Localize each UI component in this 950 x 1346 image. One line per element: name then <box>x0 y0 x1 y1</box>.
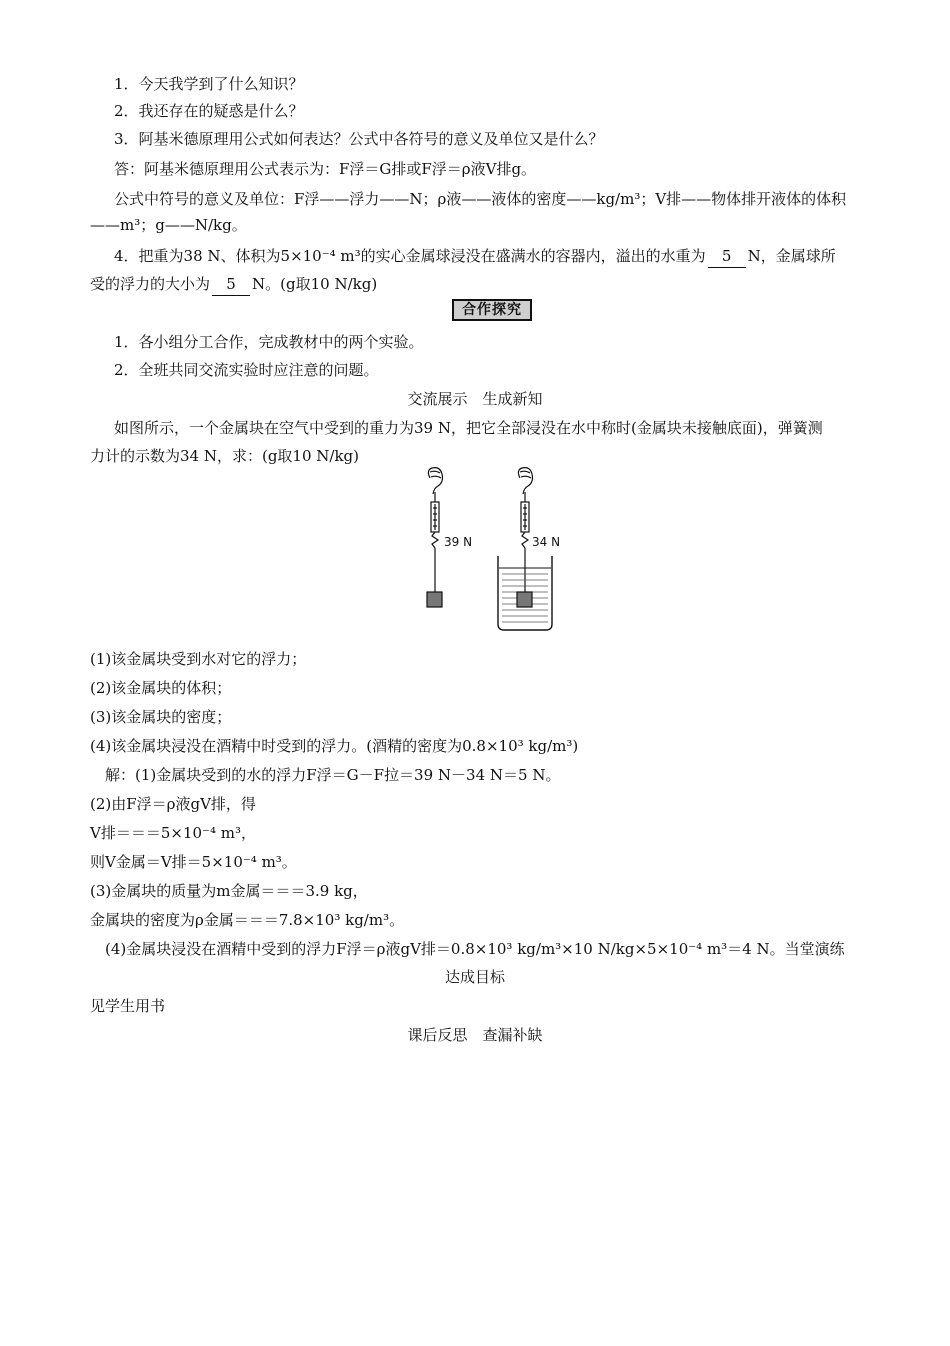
solution-part-3a: (3)金属块的质量为m金属＝＝＝3.9 kg， <box>90 882 368 900</box>
solution-part-3b: 金属块的密度为ρ金属＝＝＝7.8×10³ kg/m³。 <box>90 911 405 929</box>
coop-item-1: 1．各小组分工合作，完成教材中的两个实验。 <box>114 333 424 351</box>
q4-blank-overflow-weight: 5 <box>708 245 746 268</box>
review-question-2: 2．我还存在的疑惑是什么？ <box>114 102 304 120</box>
review-question-1: 1．今天我学到了什么知识？ <box>114 75 304 93</box>
review-question-4-line-2 <box>90 273 377 296</box>
review-question-3: 3．阿基米德原理用公式如何表达？公式中各符号的意义及单位又是什么？ <box>114 130 604 148</box>
solution-part-1: 解：(1)金属块受到的水的浮力F浮＝G－F拉＝39 N－34 N＝5 N。 <box>105 766 561 784</box>
review-question-4-line-1 <box>114 245 836 268</box>
problem-line-1: 如图所示，一个金属块在空气中受到的重力为39 N，把它全部浸没在水中称时(金属块未接触底面)，弹簧测 <box>114 419 823 437</box>
spring-scale-in-water <box>518 468 532 592</box>
q4-line2-text-after: N。(g取10 N/kg) <box>252 275 378 293</box>
symbol-meaning-line-1: 公式中符号的意义及单位：F浮——浮力——N；ρ液——液体的密度——kg/m³；V排——物体排开液体的体积 <box>114 190 847 208</box>
solution-part-2b: V排＝＝＝5×10⁻⁴ m³， <box>90 824 256 842</box>
symbol-meaning-line-2: ——m³；g——N/kg。 <box>90 216 247 234</box>
goal-heading: 达成目标 <box>444 968 505 986</box>
q4-blank-buoyant-force: 5 <box>212 273 250 296</box>
sub-question-4: (4)该金属块浸没在酒精中时受到的浮力。(酒精的密度为0.8×10³ kg/m³) <box>90 737 579 755</box>
solution-part-2a: (2)由F浮＝ρ液gV排，得 <box>90 795 256 813</box>
review-answer-3: 答：阿基米德原理用公式表示为：F浮＝G排或F浮＝ρ液V排g。 <box>114 160 537 178</box>
q4-text-after-blank: N，金属球所 <box>747 247 836 265</box>
problem-line-2: 力计的示数为34 N，求：(g取10 N/kg) <box>90 447 360 465</box>
exchange-heading: 交流展示 生成新知 <box>407 390 543 408</box>
sub-question-3: (3)该金属块的密度； <box>90 708 232 726</box>
sub-question-1: (1)该金属块受到水对它的浮力； <box>90 650 307 668</box>
q4-text-before-blank: 4．把重为38 N、体积为5×10⁻⁴ m³的实心金属球浸没在盛满水的容器内，溢出的水重为 <box>114 247 706 265</box>
reflection-heading: 课后反思 查漏补缺 <box>407 1026 543 1044</box>
q4-line2-text-before: 受的浮力的大小为 <box>90 275 211 293</box>
solution-part-4: (4)金属块浸没在酒精中受到的浮力F浮＝ρ液gV排＝0.8×10³ kg/m³×10 N/kg×5×10⁻⁴ m³＝4 N。当堂演练 <box>105 940 845 958</box>
spring-scale-figure <box>400 464 580 636</box>
goal-text: 见学生用书 <box>90 997 166 1015</box>
spring-scale-in-air <box>427 468 443 607</box>
scale-reading-air: 39 N <box>444 535 473 549</box>
coop-item-2: 2．全班共同交流实验时应注意的问题。 <box>114 361 379 379</box>
sub-question-2: (2)该金属块的体积； <box>90 679 232 697</box>
cooperative-inquiry-badge: 合作探究 <box>452 299 532 321</box>
scale-reading-water: 34 N <box>532 535 561 549</box>
solution-part-2c: 则V金属＝V排＝5×10⁻⁴ m³。 <box>90 853 297 871</box>
